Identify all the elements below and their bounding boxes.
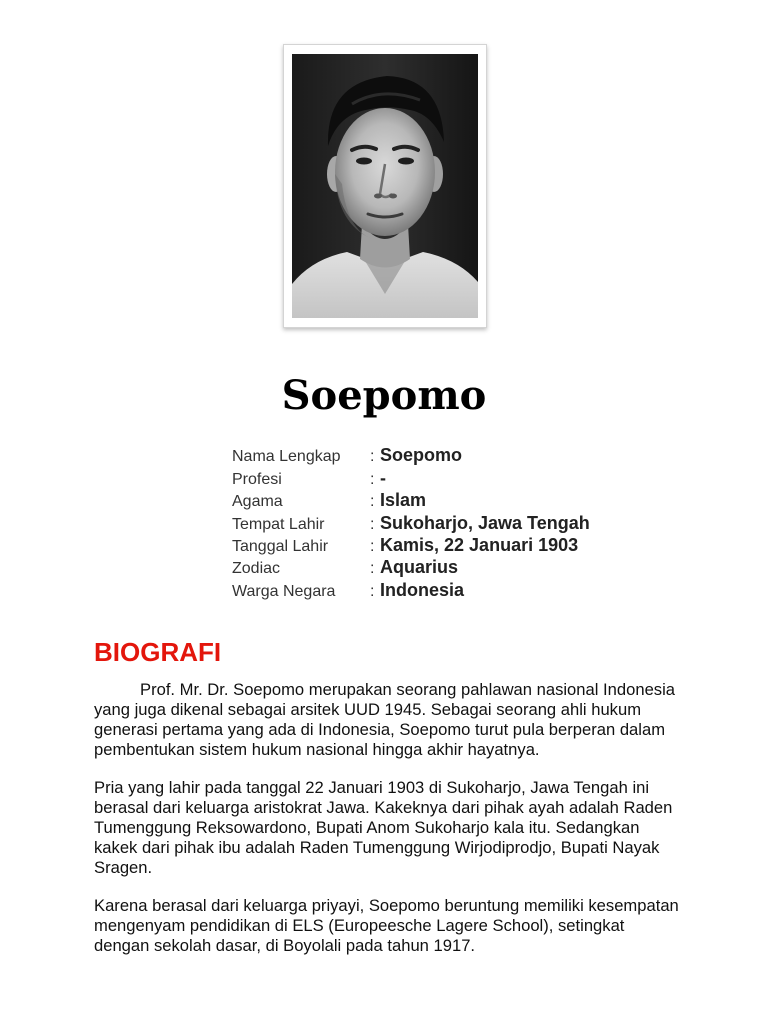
profile-separator: : [370, 582, 375, 600]
profile-label: Agama [232, 493, 283, 511]
profile-value: Indonesia [380, 579, 465, 600]
profile-label: Profesi [232, 470, 282, 488]
profile-row-tanggal-lahir [232, 534, 590, 556]
profile-value: - [380, 467, 386, 488]
profile-separator: : [370, 493, 375, 511]
profile-separator: : [370, 470, 375, 488]
biography-paragraph: Karena berasal dari keluarga priyayi, Soepomo beruntung memiliki kesempatan mengenyam pendidikan di ELS (Europeesche Lagere School), setingkat dengan sekolah dasar, di Boyolali pada tahun 1917. [94, 896, 679, 955]
profile-row-agama [232, 489, 590, 511]
profile-row-zodiac [232, 556, 590, 578]
profile-label: Warga Negara [232, 582, 336, 600]
portrait-photo [292, 54, 478, 318]
profile-row-warga-negara [232, 578, 590, 600]
portrait-frame [283, 44, 487, 328]
profile-row-tempat-lahir [232, 511, 590, 533]
profile-row-profesi [232, 466, 590, 488]
profile-value: Soepomo [380, 445, 463, 466]
profile-separator: : [370, 515, 375, 533]
profile-separator: : [370, 537, 375, 555]
profile-label: Tempat Lahir [232, 515, 325, 533]
profile-separator: : [370, 560, 375, 578]
profile-value: Islam [380, 490, 427, 511]
profile-label: Zodiac [232, 560, 281, 578]
profile-value: Sukoharjo, Jawa Tengah [380, 512, 590, 533]
biography-body [94, 680, 684, 974]
biography-paragraph: Prof. Mr. Dr. Soepomo merupakan seorang pahlawan nasional Indonesia yang juga dikenal sebagai arsitek UUD 1945. Sebagai seorang ahli hukum generasi pertama yang ada di Indonesia, Soepomo turut pula berperan dalam pembentukan sistem hukum nasional hingga akhir hayatnya. [94, 680, 676, 759]
section-heading-biografi: BIOGRAFI [94, 637, 222, 667]
page-title: Soepomo [281, 372, 487, 419]
profile-row-nama-lengkap [232, 444, 590, 466]
profile-table [232, 444, 590, 601]
profile-label: Nama Lengkap [232, 448, 341, 466]
profile-separator: : [370, 448, 375, 466]
profile-label: Tanggal Lahir [232, 537, 329, 555]
profile-value: Kamis, 22 Januari 1903 [380, 534, 579, 555]
profile-value: Aquarius [380, 557, 459, 578]
biography-paragraph: Pria yang lahir pada tanggal 22 Januari 1903 di Sukoharjo, Jawa Tengah ini berasal dari keluarga aristokrat Jawa. Kakeknya dari pihak ayah adalah Raden Tumenggung Reksowardono, Bupati Anom Sukoharjo kala itu. Sedangkan kakek dari pihak ibu adalah Raden Tumenggung Wirjodiprodjo, Bupati Nayak Sragen. [94, 778, 673, 877]
